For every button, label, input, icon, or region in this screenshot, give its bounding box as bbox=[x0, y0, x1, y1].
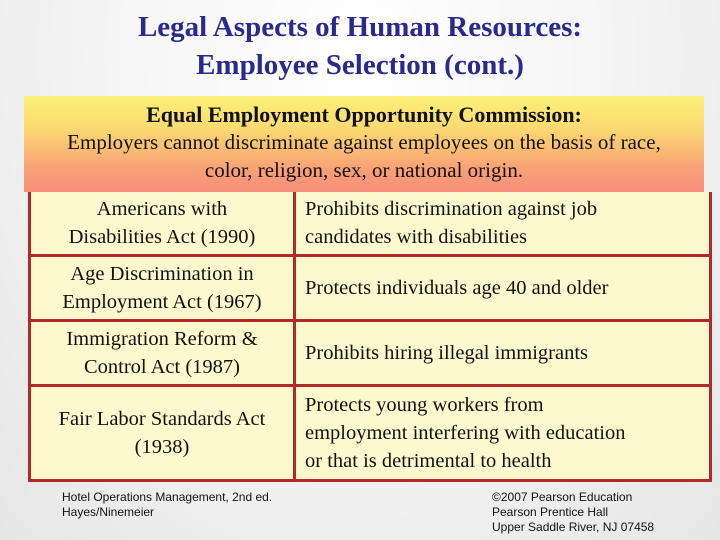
law-name-line: Fair Labor Standards Act bbox=[58, 408, 266, 430]
law-description-line: Protects individuals age 40 and older bbox=[305, 277, 609, 299]
law-description-line: Prohibits hiring illegal immigrants bbox=[305, 342, 588, 364]
law-row-flsa bbox=[31, 384, 709, 479]
laws-table bbox=[28, 192, 712, 482]
law-name-line: Americans with bbox=[96, 198, 228, 220]
eeoc-banner bbox=[24, 96, 704, 192]
eeoc-description bbox=[24, 128, 704, 184]
footer-right-line: Upper Saddle River, NJ 07458 bbox=[492, 520, 655, 534]
eeoc-heading: Equal Employment Opportunity Commission: bbox=[146, 102, 582, 127]
law-name bbox=[31, 192, 293, 254]
law-description-line: Prohibits discrimination against job bbox=[305, 198, 598, 220]
footer-left-line: Hayes/Ninemeier bbox=[62, 505, 155, 519]
eeoc-description-line-1: Employers cannot discriminate against employees on the basis of race, bbox=[67, 130, 661, 154]
law-description bbox=[296, 322, 709, 384]
law-name-line: Employment Act (1967) bbox=[62, 291, 262, 313]
law-description-line: candidates with disabilities bbox=[305, 226, 528, 248]
law-name-line: Age Discrimination in bbox=[70, 263, 254, 285]
law-description bbox=[296, 387, 709, 479]
footer-copyright bbox=[492, 490, 654, 535]
law-name-line: Disabilities Act (1990) bbox=[68, 226, 256, 248]
footer-right-line: ©2007 Pearson Education bbox=[492, 490, 633, 504]
law-description-line: or that is detrimental to health bbox=[305, 450, 552, 472]
law-name bbox=[31, 257, 293, 319]
law-name-line: (1938) bbox=[134, 436, 190, 458]
law-description bbox=[296, 257, 709, 319]
law-row-adea bbox=[31, 254, 709, 319]
law-name bbox=[31, 322, 293, 384]
slide-title bbox=[0, 8, 720, 84]
law-name-line: Control Act (1987) bbox=[83, 356, 240, 378]
footer-book-credit bbox=[62, 490, 272, 520]
law-row-irca bbox=[31, 319, 709, 384]
slide-title-line-2: Employee Selection (cont.) bbox=[196, 49, 524, 81]
law-name bbox=[31, 387, 293, 479]
law-description-line: employment interfering with education bbox=[305, 422, 626, 444]
eeoc-description-line-2: color, religion, sex, or national origin. bbox=[204, 158, 524, 182]
slide-title-line-1: Legal Aspects of Human Resources: bbox=[137, 11, 583, 43]
law-description bbox=[296, 192, 709, 254]
law-row-ada bbox=[31, 192, 709, 254]
footer-right-line: Pearson Prentice Hall bbox=[492, 505, 609, 519]
law-name-line: Immigration Reform & bbox=[66, 328, 258, 350]
law-description-line: Protects young workers from bbox=[305, 394, 544, 416]
footer-left-line: Hotel Operations Management, 2nd ed. bbox=[62, 490, 273, 504]
